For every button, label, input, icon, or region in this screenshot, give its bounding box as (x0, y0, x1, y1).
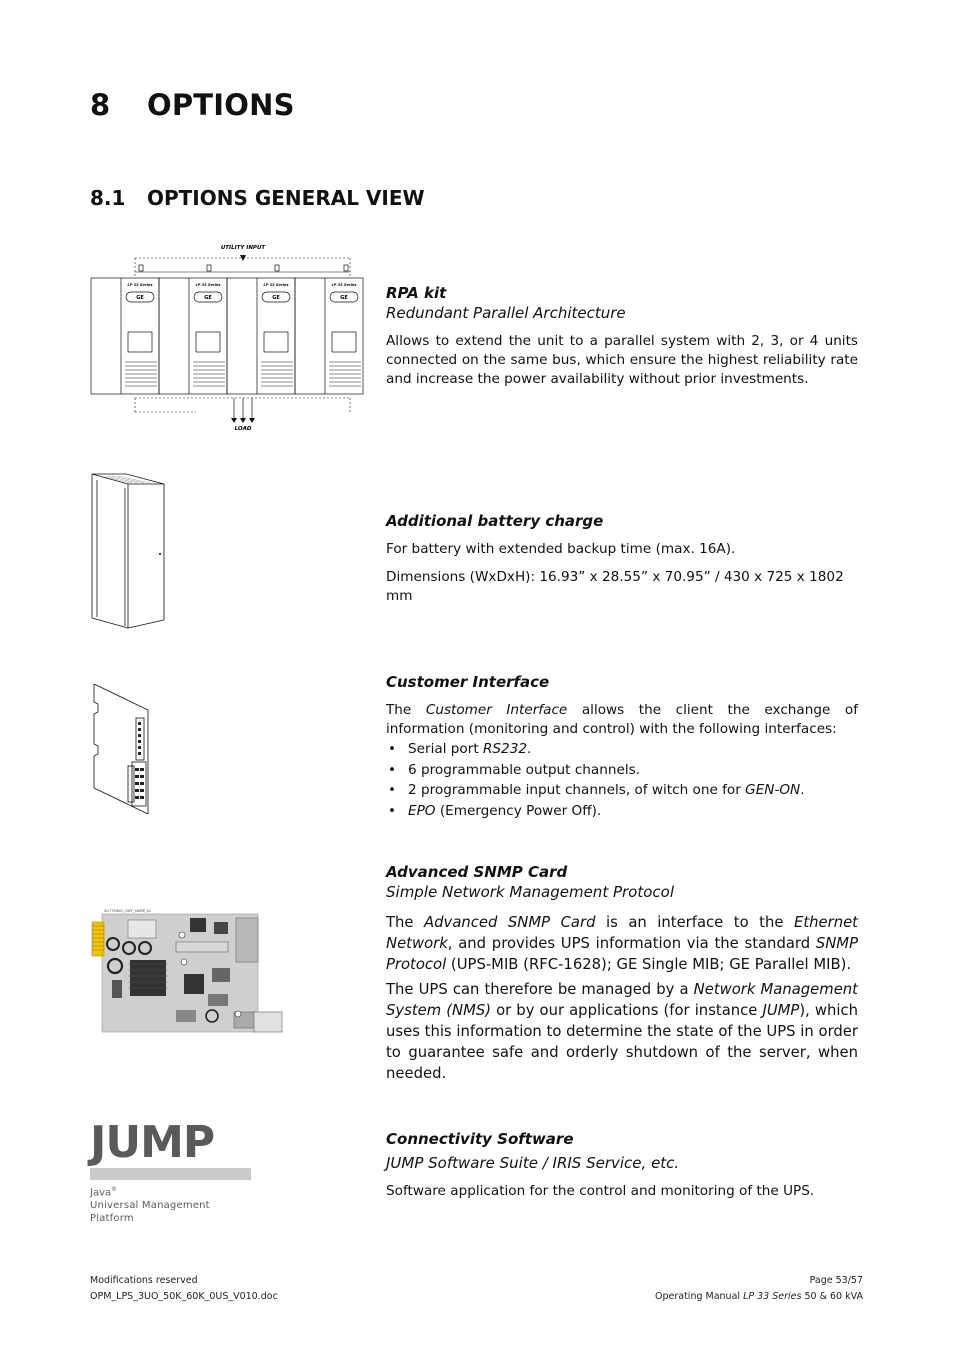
footer-manual-title: Operating Manual LP 33 Series 50 & 60 kVA (655, 1291, 863, 1302)
jump-logo-tagline: Universal Management Platform (90, 1200, 210, 1225)
customer-interface-section (386, 672, 858, 821)
cabinet-3-label: LP 33 Series (263, 283, 289, 287)
ups-cabinet-3 (227, 278, 295, 394)
customer-interface-title: Customer Interface (386, 673, 550, 691)
load-label: LOAD (234, 426, 252, 432)
battery-cabinet-drawing (88, 470, 168, 632)
cabinet-4-label: LP 33 Series (331, 283, 357, 287)
jump-logo (90, 1117, 255, 1225)
snmp-title: Advanced SNMP Card (386, 863, 568, 881)
jump-logo-java-line: Java® (90, 1186, 118, 1199)
rpa-body: Allows to extend the unit to a parallel system with 2, 3, or 4 units connected on the same bus, which ensure the highest reliability rate and increase the power availability without prior investments. (386, 333, 858, 387)
connectivity-body: Software application for the control and monitoring of the UPS. (386, 1183, 815, 1199)
section-heading (90, 186, 425, 210)
cabinet-3-logo: GE (272, 295, 280, 301)
cabinet-1-label: LP 33 Series (127, 283, 153, 287)
list-item: • EPO (Emergency Power Off). (386, 801, 858, 822)
chapter-heading (90, 88, 295, 122)
connectivity-subtitle: JUMP Software Suite / IRIS Service, etc. (386, 1154, 680, 1172)
list-item: • 6 programmable output channels. (386, 760, 858, 781)
connectivity-title: Connectivity Software (386, 1130, 574, 1148)
battery-section (386, 511, 858, 606)
battery-title: Additional battery charge (386, 512, 604, 530)
snmp-card-photo (88, 904, 288, 1034)
jump-logo-bar (90, 1168, 251, 1180)
connectivity-section (386, 1129, 858, 1201)
customer-interface-intro: The Customer Interface allows the client the exchange of information (monitoring and control) with the following interfaces: (386, 702, 859, 737)
snmp-subtitle: Simple Network Management Protocol (386, 883, 675, 901)
jump-logo-word: JUMP (90, 1117, 215, 1168)
battery-line-1: For battery with extended backup time (max. 16A). (386, 541, 736, 557)
chapter-number: 8 (90, 88, 111, 122)
cabinet-1-logo: GE (136, 295, 144, 301)
footer-filename: OPM_LPS_3UO_50K_60K_0US_V010.doc (90, 1291, 278, 1302)
rpa-parallel-diagram (88, 240, 368, 432)
cabinet-2-logo: GE (204, 295, 212, 301)
battery-line-2: Dimensions (WxDxH): 16.93” x 28.55” x 70.95” / 430 x 725 x 1802 mm (386, 569, 844, 604)
ups-cabinet-4 (295, 278, 363, 394)
ups-cabinet-1 (91, 278, 159, 394)
footer-left (90, 1273, 278, 1305)
customer-interface-board (88, 680, 158, 814)
cabinet-4-logo: GE (340, 295, 348, 301)
footer-right (655, 1273, 863, 1305)
section-number: 8.1 (90, 186, 126, 210)
snmp-paragraph-2: The UPS can therefore be managed by a Network Management System (NMS) or by our applications (for instance JUMP), which uses this information to determine the state of the UPS in order to guarantee safe and orderly shutdown of the server, when needed. (386, 981, 859, 1082)
rpa-title: RPA kit (386, 284, 447, 302)
rpa-subtitle: Redundant Parallel Architecture (386, 304, 626, 322)
list-item: • 2 programmable input channels, of witch one for GEN-ON. (386, 780, 858, 801)
list-item: • Serial port RS232. (386, 739, 858, 760)
customer-interface-list (386, 739, 858, 821)
section-title: OPTIONS GENERAL VIEW (147, 186, 425, 210)
footer-modifications: Modifications reserved (90, 1275, 198, 1286)
footer-page-number: Page 53/57 (809, 1275, 863, 1286)
chapter-title: OPTIONS (147, 88, 295, 122)
snmp-section (386, 862, 858, 1084)
rpa-section (386, 283, 858, 389)
utility-input-label: UTILITY INPUT (220, 245, 266, 251)
snmp-paragraph-1: The Advanced SNMP Card is an interface to the Ethernet Network, and provides UPS information via the standard SNMP Protocol (UPS-MIB (RFC-1628); GE Single MIB; GE Parallel MIB). (386, 914, 858, 973)
cabinet-2-label: LP 33 Series (195, 283, 221, 287)
ups-cabinet-2 (159, 278, 227, 394)
snmp-pcb-label: SG7T4000_CWT_SNMP_01 (104, 909, 152, 913)
